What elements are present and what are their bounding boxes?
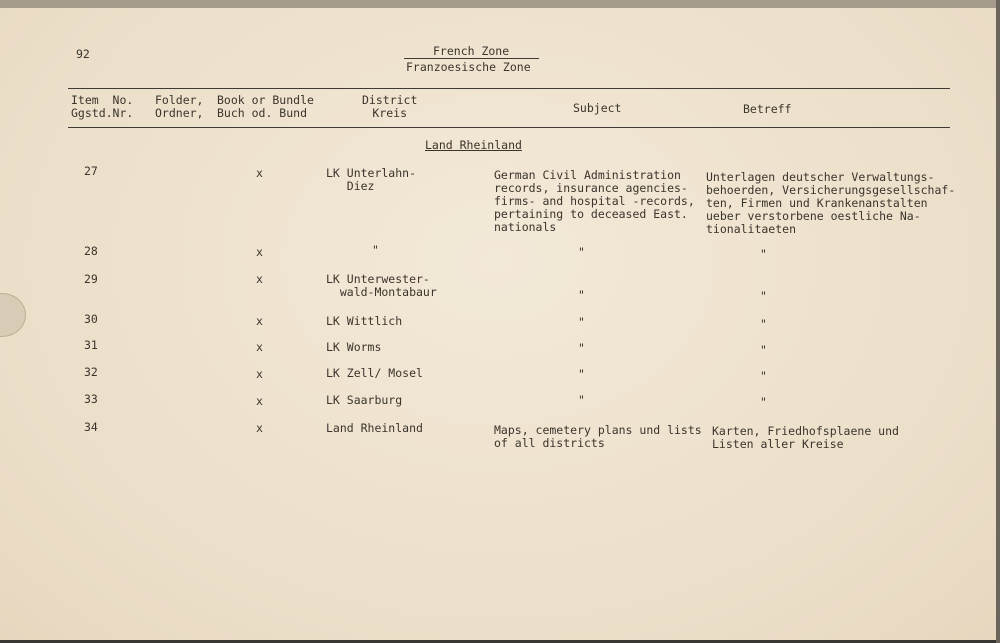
item-number: 33 <box>84 392 98 406</box>
zone-title-de: Franzoesische Zone <box>406 60 531 74</box>
betreff-ditto: " <box>760 343 767 357</box>
subject-ditto: " <box>578 245 585 259</box>
district-cell: LK Worms <box>326 340 382 354</box>
book-mark: x <box>256 314 263 328</box>
col-header-book: Book or Bundle Buch od. Bund <box>217 93 314 120</box>
betreff-cell: Karten, Friedhofsplaene und Listen aller Kreise <box>712 424 899 451</box>
item-number: 29 <box>84 272 98 286</box>
district-cell: LK Zell/ Mosel <box>326 366 423 380</box>
subject-cell: German Civil Administration records, insurance agencies- firms- and hospital -records, pertaining to deceased East. nationals <box>494 168 695 234</box>
district-cell: LK Unterlahn- Diez <box>326 166 417 193</box>
scan-right-edge <box>996 0 1000 643</box>
page-number: 92 <box>76 47 90 61</box>
col-header-folder: Folder, Ordner, <box>155 93 204 120</box>
item-number: 31 <box>84 338 98 352</box>
betreff-ditto: " <box>760 247 767 261</box>
book-mark: x <box>256 367 263 381</box>
document-page <box>0 8 996 640</box>
book-mark: x <box>256 340 263 354</box>
book-mark: x <box>256 166 263 180</box>
district-cell: Land Rheinland <box>326 421 423 435</box>
betreff-ditto: " <box>760 317 767 331</box>
book-mark: x <box>256 421 263 435</box>
item-number: 34 <box>84 420 98 434</box>
header-bottom-rule <box>68 127 950 128</box>
subject-ditto: " <box>578 288 585 302</box>
subject-ditto: " <box>578 341 585 355</box>
col-header-betreff: Betreff <box>743 102 792 116</box>
zone-title-underline <box>404 58 539 59</box>
item-number: 30 <box>84 312 98 326</box>
betreff-ditto: " <box>760 289 767 303</box>
item-number: 32 <box>84 365 98 379</box>
book-mark: x <box>256 272 263 286</box>
item-number: 28 <box>84 244 98 258</box>
district-cell: LK Wittlich <box>326 314 403 328</box>
district-cell: LK Unterwester- wald-Montabaur <box>326 272 437 299</box>
scan-top-edge <box>0 0 1000 8</box>
header-top-rule <box>68 88 950 89</box>
district-cell: LK Saarburg <box>326 393 403 407</box>
item-number: 27 <box>84 164 98 178</box>
col-header-subject: Subject <box>573 101 622 115</box>
book-mark: x <box>256 394 263 408</box>
book-mark: x <box>256 245 263 259</box>
district-ditto: " <box>372 243 379 257</box>
col-header-district: District Kreis <box>362 93 418 120</box>
subject-ditto: " <box>578 367 585 381</box>
betreff-ditto: " <box>760 369 767 383</box>
subject-ditto: " <box>578 393 585 407</box>
binder-hole <box>0 293 26 337</box>
section-heading: Land Rheinland <box>425 138 522 152</box>
subject-ditto: " <box>578 315 585 329</box>
zone-title-en: French Zone <box>433 44 510 58</box>
betreff-cell: Unterlagen deutscher Verwaltungs- behoerden, Versicherungsgesellschaf- ten, Firmen und Krankenanstalten ueber verstorbene oestliche Na- tionalitaeten <box>706 170 956 236</box>
subject-cell: Maps, cemetery plans und lists of all districts <box>494 423 702 450</box>
col-header-item-no: Item No. Ggstd.Nr. <box>71 93 134 120</box>
betreff-ditto: " <box>760 395 767 409</box>
